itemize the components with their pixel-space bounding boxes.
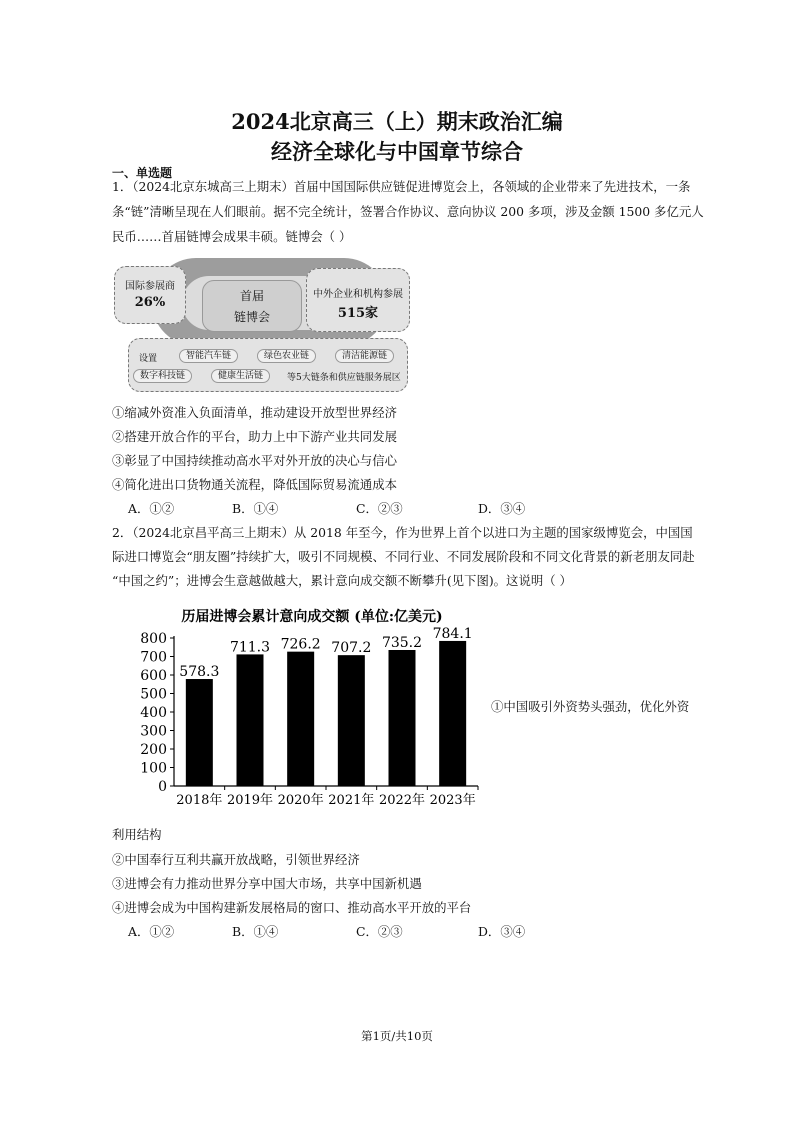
bar-value-label: 735.2 <box>381 634 423 651</box>
q2-statement: ②中国奉行互利共赢开放战略，引领世界经济 <box>112 852 360 867</box>
chain-pill: 数字科技链 <box>133 369 192 383</box>
bar-value-label: 711.3 <box>229 639 271 656</box>
bar <box>338 655 365 786</box>
bar <box>287 652 314 786</box>
page-subtitle: 经济全球化与中国章节综合 <box>271 139 523 164</box>
chart-title: 历届进博会累计意向成交额 (单位:亿美元) <box>181 609 443 625</box>
trade-volume-chart <box>112 598 492 816</box>
y-tick-label: 100 <box>140 760 167 777</box>
y-tick-label: 600 <box>140 668 167 684</box>
bar-value-label: 726.2 <box>280 636 321 653</box>
q1-line-3: 民币……首届链博会成果丰硕。链博会（ ） <box>112 229 352 244</box>
q2-statement: ④进博会成为中国构建新发展格局的窗口、推动高水平开放的平台 <box>112 900 472 915</box>
bar <box>237 654 264 786</box>
q1-line-2: 条“链”清晰呈现在人们眼前。据不完全统计，签署合作协议、意向协议 200 多项，涉及金额 1500 多亿元人 <box>112 204 704 219</box>
page-title: 2024北京高三（上）期末政治汇编 <box>231 109 563 134</box>
y-tick-label: 400 <box>140 705 167 721</box>
x-tick-label: 2019年 <box>226 793 274 808</box>
q2-statement-1-part2: 利用结构 <box>112 827 162 842</box>
q1-options <box>128 499 548 517</box>
q2-line-1: 2．（2024北京昌平高三上期末）从 2018 年至今，作为世界上首个以进口为主题的国家级博览会，中国国 <box>112 525 693 540</box>
x-tick-label: 2023年 <box>429 793 476 808</box>
bar-value-label: 784.1 <box>432 625 473 642</box>
participants-box <box>306 268 410 332</box>
q2-option-c[interactable]: C．②③ <box>356 924 403 939</box>
chain-pill: 绿色农业链 <box>257 349 316 363</box>
y-tick-label: 500 <box>140 686 167 703</box>
expo-name-box <box>202 280 302 332</box>
chain-pill: 智能汽车链 <box>179 349 238 363</box>
y-tick-label: 200 <box>140 742 167 758</box>
bar-value-label: 707.2 <box>331 640 372 657</box>
q2-statement-1-part1: ①中国吸引外资势头强劲，优化外资 <box>491 699 690 714</box>
q2-line-3: “中国之约”；进博会生意越做越大，累计意向成交额不断攀升(见下图)。这说明（ ） <box>112 573 572 588</box>
q1-option-c[interactable]: C．②③ <box>356 501 403 516</box>
q1-option-a[interactable]: A．①② <box>128 501 175 516</box>
bar <box>439 641 466 786</box>
exhibitor-share-box <box>114 266 186 324</box>
q2-option-b[interactable]: B．①④ <box>232 924 279 939</box>
q2-line-2: 际进口博览会“朋友圈”持续扩大，吸引不同规模、不同行业、不同发展阶段和不同文化背景的新老朋友同赴 <box>112 549 695 564</box>
chains-suffix: 等5大链条和供应链服务展区 <box>287 373 401 383</box>
chain-pill: 清洁能源链 <box>335 349 394 363</box>
chain-expo-infographic <box>114 250 410 392</box>
bar <box>389 650 416 786</box>
y-tick-label: 800 <box>140 631 167 647</box>
expo-name-line2: 链博会 <box>233 310 270 324</box>
y-tick-label: 0 <box>158 779 167 795</box>
bar <box>186 679 213 786</box>
q1-line-1: 1．（2024北京东城高三上期末）首届中国国际供应链促进博览会上，各领域的企业带来了先进技术，一条 <box>112 179 691 194</box>
q2-option-d[interactable]: D．③④ <box>478 924 526 939</box>
y-tick-label: 700 <box>140 649 167 666</box>
chains-intro: 设置 <box>139 354 158 364</box>
q1-option-d[interactable]: D．③④ <box>478 501 526 516</box>
x-tick-label: 2022年 <box>378 793 426 808</box>
section-heading: 一、单选题 <box>112 166 173 180</box>
q2-statement: ③进博会有力推动世界分享中国大市场，共享中国新机遇 <box>112 876 422 891</box>
chains-box <box>128 338 408 392</box>
participants-value: 515家 <box>337 306 379 321</box>
exhibitor-share-label: 国际参展商 <box>125 281 175 292</box>
bar-value-label: 578.3 <box>179 664 220 681</box>
expo-name-line1: 首届 <box>239 289 264 303</box>
x-tick-label: 2020年 <box>277 793 324 808</box>
participants-label: 中外企业和机构参展 <box>313 289 403 300</box>
y-tick-label: 300 <box>140 723 167 740</box>
q1-option-b[interactable]: B．①④ <box>232 501 279 516</box>
q1-statement: ①缩减外资准入负面清单，推动建设开放型世界经济 <box>112 405 397 420</box>
exhibitor-share-value: 26% <box>134 295 166 310</box>
q2-option-a[interactable]: A．①② <box>128 924 175 939</box>
chain-pill: 健康生活链 <box>211 369 270 383</box>
q1-statement: ④简化进出口货物通关流程，降低国际贸易流通成本 <box>112 477 397 492</box>
x-tick-label: 2021年 <box>328 793 375 808</box>
q1-statement: ②搭建开放合作的平台，助力上中下游产业共同发展 <box>112 429 397 444</box>
page-footer: 第1页/共10页 <box>361 1029 433 1043</box>
q2-options <box>128 922 548 940</box>
q1-statement: ③彰显了中国持续推动高水平对外开放的决心与信心 <box>112 453 397 468</box>
x-tick-label: 2018年 <box>176 793 223 808</box>
